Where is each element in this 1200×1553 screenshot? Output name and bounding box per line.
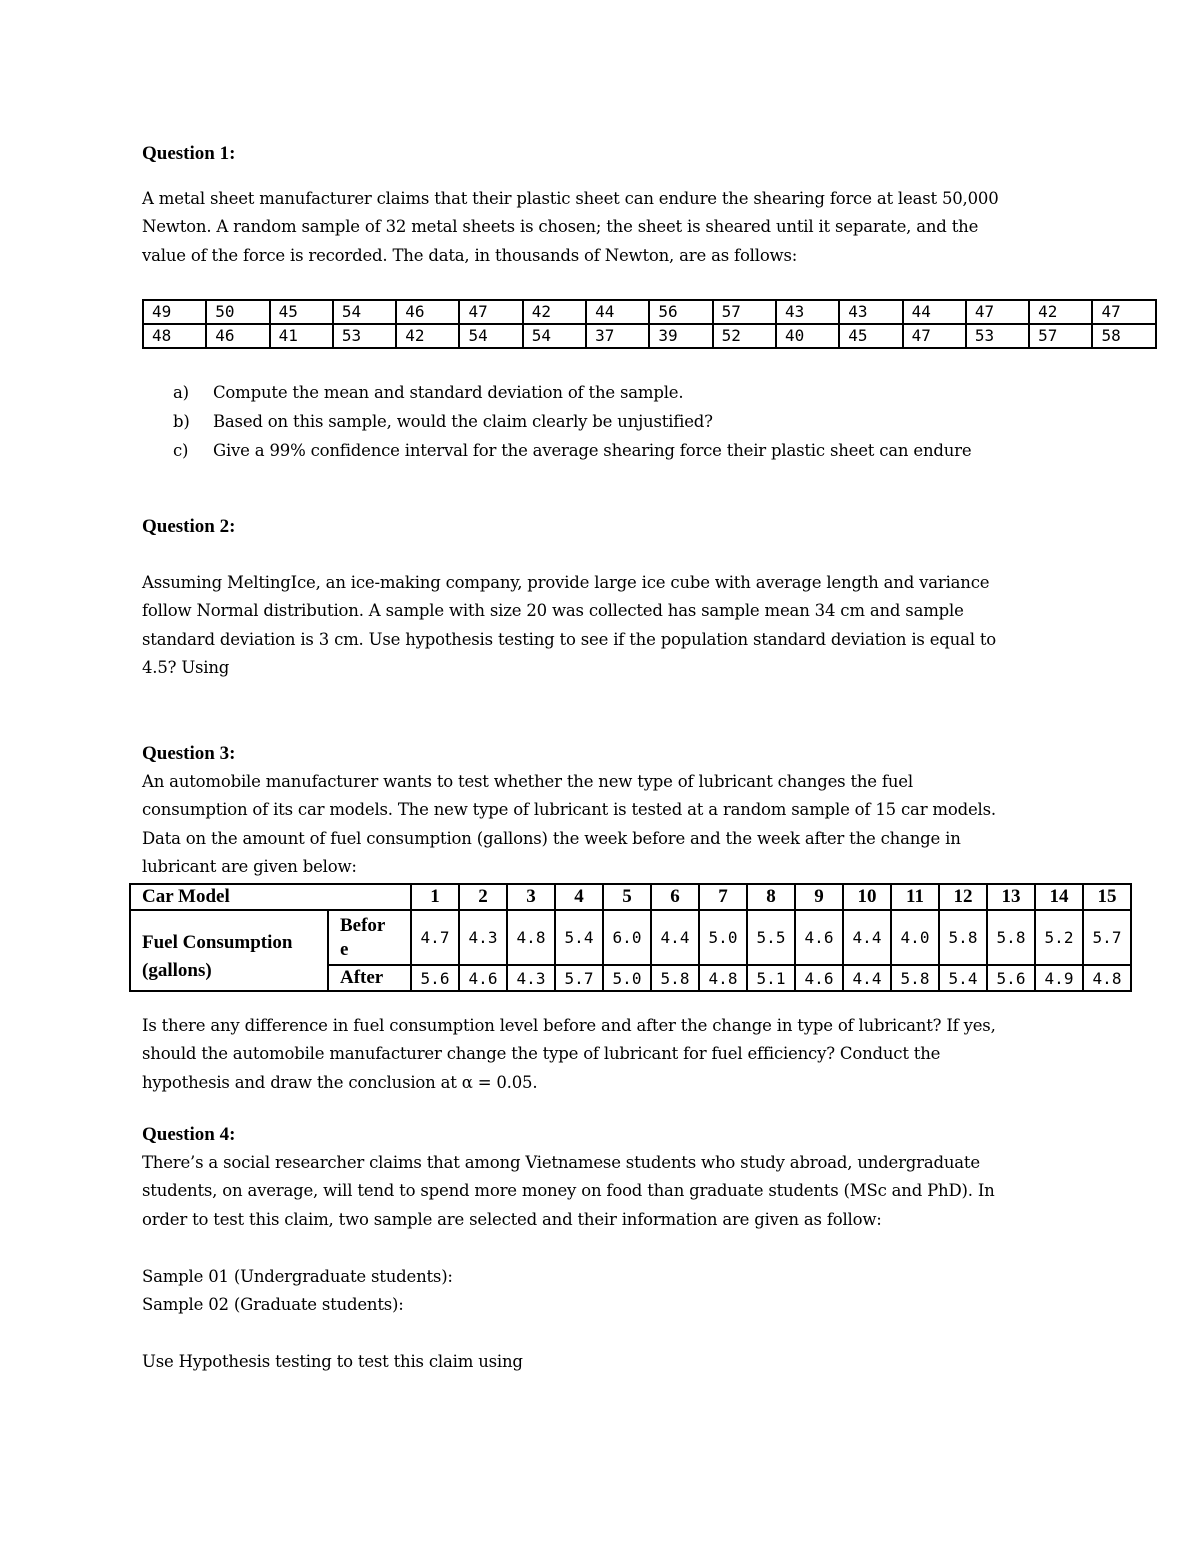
- table-cell: 50: [206, 300, 269, 324]
- table-cell: 47: [459, 300, 522, 324]
- question-4-line: There’s a social researcher claims that among Vietnamese students who study abroad, undergraduate: [142, 1153, 980, 1172]
- question-3-intro: [142, 768, 1062, 881]
- table-row: [143, 300, 1156, 324]
- table-cell: 40: [776, 324, 839, 348]
- table-cell: 47: [966, 300, 1029, 324]
- table-cell: 44: [903, 300, 966, 324]
- question-4-body: [142, 1149, 1062, 1234]
- table-cell: 4.4: [651, 910, 699, 965]
- table-cell: 4.4: [843, 910, 891, 965]
- question-4-closing: [142, 1348, 1062, 1376]
- fuel-label-line: Fuel Consumption: [142, 931, 293, 953]
- table-cell: 47: [1092, 300, 1155, 324]
- table-cell: 54: [523, 324, 586, 348]
- closing-line: Use Hypothesis testing to test this claim using: [142, 1352, 523, 1371]
- table-cell: 58: [1092, 324, 1155, 348]
- before-label: [328, 910, 411, 965]
- table-cell: 37: [586, 324, 649, 348]
- question-2-body: [142, 569, 1062, 682]
- table-cell: 53: [966, 324, 1029, 348]
- table-cell: 4.0: [891, 910, 939, 965]
- table-cell: 5.6: [987, 965, 1035, 991]
- table-cell: 4.8: [699, 965, 747, 991]
- table-cell: 47: [903, 324, 966, 348]
- table-cell: 5.8: [939, 910, 987, 965]
- item-label: a): [173, 383, 189, 402]
- question-3-intro-line: Data on the amount of fuel consumption (gallons) the week before and the week after the change in: [142, 828, 961, 848]
- table-cell: 5.8: [891, 965, 939, 991]
- table-cell: 5.7: [555, 965, 603, 991]
- question-3-title: Question 3:: [142, 743, 236, 764]
- table-cell: 4.6: [795, 965, 843, 991]
- model-number: 10: [843, 884, 891, 910]
- table-cell: 5.4: [939, 965, 987, 991]
- model-number: 8: [747, 884, 795, 910]
- item-label: b): [173, 412, 190, 431]
- question-3-intro-line: consumption of its car models. The new type of lubricant is tested at a random sample of 15 car models.: [142, 800, 996, 820]
- table-cell: 4.7: [411, 910, 459, 965]
- model-number: 15: [1083, 884, 1131, 910]
- question-1-item-b: [173, 408, 713, 436]
- model-number: 7: [699, 884, 747, 910]
- question-3-intro-line: lubricant are given below:: [142, 856, 357, 876]
- item-text: Based on this sample, would the claim clearly be unjustified?: [213, 412, 713, 431]
- table-cell: 4.6: [795, 910, 843, 965]
- table-cell: 43: [839, 300, 902, 324]
- model-number: 1: [411, 884, 459, 910]
- fuel-consumption-label: [130, 910, 328, 991]
- table-cell: 5.7: [1083, 910, 1131, 965]
- table-cell: 6.0: [603, 910, 651, 965]
- table-cell: 5.8: [651, 965, 699, 991]
- table-cell: 54: [459, 324, 522, 348]
- table-cell: 48: [143, 324, 206, 348]
- table-cell: 39: [649, 324, 712, 348]
- question-3-outro-line: hypothesis and draw the conclusion at α = 0.05.: [142, 1072, 538, 1092]
- model-number: 9: [795, 884, 843, 910]
- table-cell: 49: [143, 300, 206, 324]
- table-row-before: [130, 910, 1131, 965]
- before-label-line: e: [340, 938, 349, 960]
- table-cell: 45: [270, 300, 333, 324]
- table-cell: 4.8: [1083, 965, 1131, 991]
- question-2-title: Question 2:: [142, 516, 236, 537]
- table-cell: 46: [396, 300, 459, 324]
- table-cell: 46: [206, 324, 269, 348]
- table-cell: 54: [333, 300, 396, 324]
- item-text: Compute the mean and standard deviation of the sample.: [213, 383, 684, 402]
- question-3-intro-line: An automobile manufacturer wants to test whether the new type of lubricant changes the fuel: [142, 772, 913, 791]
- question-3-outro-line: should the automobile manufacturer change the type of lubricant for fuel efficiency? Conduct the: [142, 1044, 941, 1064]
- table-cell: 42: [396, 324, 459, 348]
- table-cell: 57: [713, 300, 776, 324]
- table-cell: 4.8: [507, 910, 555, 965]
- model-number: 12: [939, 884, 987, 910]
- model-number: 2: [459, 884, 507, 910]
- question-1-item-c: [173, 437, 971, 465]
- table-cell: 42: [523, 300, 586, 324]
- table-cell: 5.0: [699, 910, 747, 965]
- item-text: Give a 99% confidence interval for the average shearing force their plastic sheet can endure: [213, 441, 972, 460]
- question-2-line: follow Normal distribution. A sample with size 20 was collected has sample mean 34 cm and sample: [142, 601, 964, 621]
- table-cell: 5.1: [747, 965, 795, 991]
- question-4-samples: [142, 1263, 1062, 1320]
- question-3-outro: [142, 1012, 1062, 1097]
- table-header-row: [130, 884, 1131, 910]
- table-cell: 57: [1029, 324, 1092, 348]
- force-data-table: [142, 299, 1157, 349]
- fuel-consumption-table: [129, 883, 1132, 992]
- table-cell: 5.2: [1035, 910, 1083, 965]
- table-cell: 4.6: [459, 965, 507, 991]
- question-4-line: order to test this claim, two sample are selected and their information are given as follow:: [142, 1209, 882, 1229]
- table-cell: 53: [333, 324, 396, 348]
- fuel-label-line: (gallons): [142, 959, 212, 981]
- question-1-intro-line: value of the force is recorded. The data, in thousands of Newton, are as follows:: [142, 245, 798, 265]
- question-2-line: Assuming MeltingIce, an ice-making company, provide large ice cube with average length and variance: [142, 573, 990, 592]
- table-cell: 43: [776, 300, 839, 324]
- question-2-line: standard deviation is 3 cm. Use hypothesis testing to see if the population standard deviation is equal to: [142, 629, 997, 649]
- item-label: c): [173, 441, 189, 460]
- table-cell: 4.3: [459, 910, 507, 965]
- before-label-line: Befor: [340, 914, 386, 936]
- table-cell: 5.4: [555, 910, 603, 965]
- model-number: 13: [987, 884, 1035, 910]
- table-cell: 56: [649, 300, 712, 324]
- table-cell: 4.9: [1035, 965, 1083, 991]
- question-1-intro-line: Newton. A random sample of 32 metal sheets is chosen; the sheet is sheared until it separate, and the: [142, 217, 979, 237]
- table-cell: 4.3: [507, 965, 555, 991]
- model-number: 14: [1035, 884, 1083, 910]
- car-model-header: Car Model: [130, 884, 411, 910]
- question-1-item-a: [173, 379, 683, 407]
- model-number: 11: [891, 884, 939, 910]
- table-cell: 5.5: [747, 910, 795, 965]
- table-row: [143, 324, 1156, 348]
- model-number: 4: [555, 884, 603, 910]
- question-3-outro-line: Is there any difference in fuel consumption level before and after the change in type of lubricant? If yes,: [142, 1016, 996, 1035]
- table-cell: 45: [839, 324, 902, 348]
- sample-2-label: Sample 02 (Graduate students):: [142, 1295, 404, 1315]
- model-number: 5: [603, 884, 651, 910]
- question-4-title: Question 4:: [142, 1124, 236, 1145]
- after-label: After: [328, 965, 411, 991]
- question-1-title: Question 1:: [142, 143, 236, 164]
- table-cell: 52: [713, 324, 776, 348]
- question-2-line: 4.5? Using: [142, 657, 230, 677]
- model-number: 3: [507, 884, 555, 910]
- table-cell: 42: [1029, 300, 1092, 324]
- sample-1-label: Sample 01 (Undergraduate students):: [142, 1267, 453, 1286]
- model-number: 6: [651, 884, 699, 910]
- table-cell: 4.4: [843, 965, 891, 991]
- question-1-intro-line: A metal sheet manufacturer claims that their plastic sheet can endure the shearing force at least 50,000: [142, 189, 999, 208]
- question-1-intro: [142, 185, 1062, 270]
- table-cell: 5.8: [987, 910, 1035, 965]
- question-4-line: students, on average, will tend to spend more money on food than graduate students (MSc and PhD). In: [142, 1181, 995, 1201]
- table-cell: 5.6: [411, 965, 459, 991]
- table-cell: 41: [270, 324, 333, 348]
- table-cell: 5.0: [603, 965, 651, 991]
- table-cell: 44: [586, 300, 649, 324]
